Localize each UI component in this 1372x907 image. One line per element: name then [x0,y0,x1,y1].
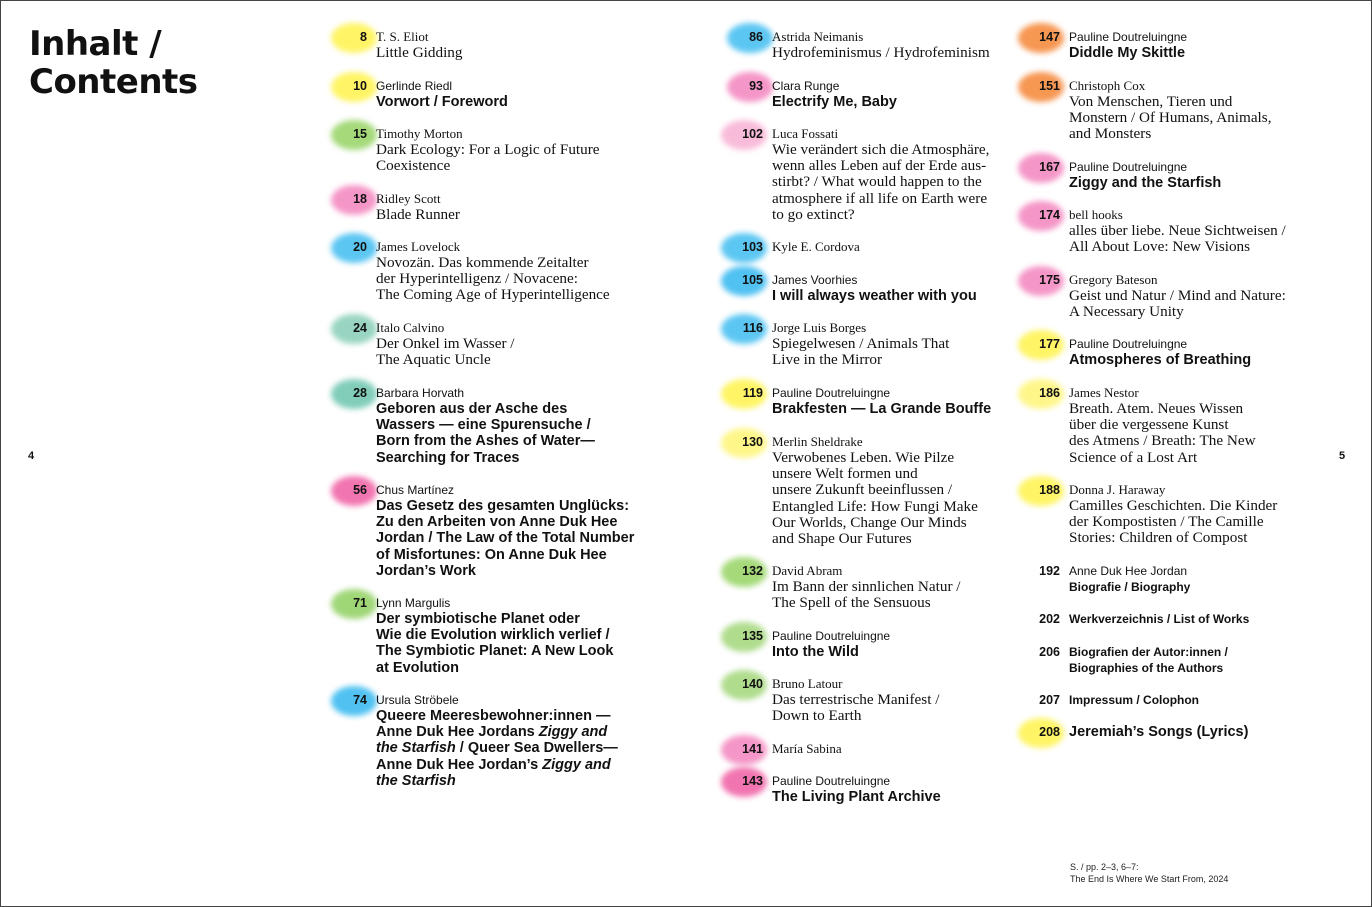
entry-page-number: 151 [1039,79,1060,93]
entry-author: James Nestor [1069,385,1139,400]
entry-text [376,320,646,368]
entry-author: James Voorhies [772,273,858,287]
entry-page-number: 102 [742,127,763,141]
entry-page-number: 116 [742,321,763,335]
entry-author: Lynn Margulis [376,596,451,610]
entry-page-number: 207 [1039,693,1060,707]
entry-title: Atmospheres of Breathing [1069,352,1252,368]
entry-text [376,595,646,676]
entry-author: Barbara Horvath [376,386,465,400]
entry-text [376,78,646,110]
page-title [29,25,198,101]
entry-page-number: 141 [742,742,763,756]
entry-title: Breath. Atem. Neues Wissen über die vergessene Kunst des Atmens / Breath: The New Science of a Lost Art [1069,400,1256,466]
entry-author: Gregory Bateson [1069,272,1158,287]
entry-text [1069,78,1339,143]
entry-title: Diddle My Skittle [1069,45,1186,61]
entry-title: Novozän. Das kommende Zeitalter der Hyperintelligenz / Novacene: The Coming Age of Hyperintelligence [376,254,610,304]
entry-text [772,126,1042,223]
entry-page-number: 24 [353,321,367,335]
entry-page-number: 192 [1039,564,1060,578]
entry-title: I will always weather with you [772,288,977,304]
entry-author: Ursula Ströbele [376,693,459,707]
entry-page-number: 119 [742,386,763,400]
entry-text [772,563,1042,611]
entry-title: Spiegelwesen / Animals That Live in the Mirror [772,335,950,369]
entry-author: bell hooks [1069,207,1123,222]
entry-title: Ziggy and the Starfish [1069,175,1222,191]
entry-author: Ridley Scott [376,191,441,206]
entry-title: Der Onkel im Wasser / The Aquatic Uncle [376,335,515,369]
entry-text [1069,644,1339,676]
entry-text [376,191,646,223]
entry-title: Brakfesten — La Grande Bouffe [772,401,992,417]
entry-author: Kyle E. Cordova [772,239,860,254]
entry-title: Biografie / Biography [1069,580,1191,594]
entry-text [1069,272,1339,320]
entry-page-number: 132 [742,564,763,578]
entry-page-number: 86 [749,30,763,44]
entry-title: Vorwort / Foreword [376,94,508,110]
entry-page-number: 103 [742,240,763,254]
entry-author: Pauline Doutreluingne [1069,30,1188,44]
entry-page-number: 135 [742,629,763,643]
entry-title: Electrify Me, Baby [772,94,897,110]
entry-text [772,272,1042,304]
entry-author: Christoph Cox [1069,78,1146,93]
entry-author: Anne Duk Hee Jordan [1069,564,1188,578]
entry-text [376,482,646,579]
entry-text [772,434,1042,547]
entry-author: T. S. Eliot [376,29,429,44]
page-number-left: 4 [28,450,35,462]
entry-text [772,741,1042,757]
entry-title: The Living Plant Archive [772,789,941,805]
entry-page-number: 167 [1039,160,1060,174]
entry-page-number: 140 [742,677,763,691]
entry-page-number: 147 [1039,30,1060,44]
entry-author: Chus Martínez [376,483,455,497]
entry-page-number: 143 [742,774,763,788]
entry-author: Bruno Latour [772,676,843,691]
page-title-line-en: Contents [29,62,198,102]
entry-text [1069,563,1339,595]
entry-text [376,29,646,61]
entry-page-number: 28 [353,386,367,400]
entry-page-number: 74 [353,693,367,707]
entry-text [1069,336,1339,368]
entry-title: Von Menschen, Tieren und Monstern / Of Humans, Animals, and Monsters [1069,93,1272,143]
entry-page-number: 206 [1039,645,1060,659]
entry-text [1069,207,1339,255]
entry-text [376,385,646,466]
entry-author: Gerlinde Riedl [376,79,453,93]
entry-title: Geboren aus der Asche des Wassers — eine Spurensuche / Born from the Ashes of Water— Searching for Traces [376,401,595,466]
entry-author: Pauline Doutreluingne [1069,337,1188,351]
entry-page-number: 20 [353,240,367,254]
entry-page-number: 71 [353,596,367,610]
entry-text [772,320,1042,368]
entry-text [1069,482,1339,547]
entry-page-number: 202 [1039,612,1060,626]
entry-page-number: 208 [1039,725,1060,739]
entry-title: Into the Wild [772,644,859,660]
entry-author: María Sabina [772,741,842,756]
entry-author: Clara Runge [772,79,840,93]
entry-title: Camilles Geschichten. Die Kinder der Kompostisten / The Camille Stories: Children of Compost [1069,497,1278,547]
entry-author: Pauline Doutreluingne [772,386,891,400]
entry-author: Timothy Morton [376,126,463,141]
entry-title: Hydrofeminismus / Hydrofeminism [772,44,990,61]
entry-text [376,239,646,304]
entry-title: Wie verändert sich die Atmosphäre, wenn alles Leben auf der Erde aus- stirbt? / What would happen to the atmosphere if all life on Earth were to go extinct? [772,141,990,223]
entry-author: Donna J. Haraway [1069,482,1166,497]
entry-title: Queere Meeresbewohner:innen — Anne Duk Hee Jordans Ziggy and the Starfish / Queer Sea Dwellers— Anne Duk Hee Jordan’s Ziggy and the Starfish [376,708,618,789]
image-credit [1070,861,1228,885]
entry-title: Werkverzeichnis / List of Works [1069,612,1250,626]
entry-title: Das Gesetz des gesamten Unglücks: Zu den Arbeiten von Anne Duk Hee Jordan / The Law of the Total Number of Misfortunes: On Anne Duk Hee Jordan’s Work [376,498,635,579]
entry-author: Jorge Luis Borges [772,320,867,335]
entry-title: Impressum / Colophon [1069,693,1200,707]
entry-title: Verwobenes Leben. Wie Pilze unsere Welt formen und unsere Zukunft beeinflussen / Entangled Life: How Fungi Make Our Worlds, Change Our Minds and Shape Our Futures [772,449,978,548]
entry-text [772,628,1042,660]
entry-title: Biografien der Autor:innen / Biographies of the Authors [1069,645,1228,675]
entry-text [376,692,646,789]
entry-page-number: 130 [742,435,763,449]
entry-page-number: 174 [1039,208,1060,222]
entry-page-number: 56 [353,483,367,497]
credit-line-pages: S. / pp. 2–3, 6–7: [1070,862,1139,872]
entry-text [1069,724,1339,740]
entry-text [1069,692,1339,708]
entry-author: Astrida Neimanis [772,29,864,44]
entry-author: James Lovelock [376,239,461,254]
entry-author: Luca Fossati [772,126,839,141]
entry-page-number: 15 [353,127,367,141]
entry-page-number: 177 [1039,337,1060,351]
entry-title: Der symbiotische Planet oder Wie die Evolution wirklich verlief / The Symbiotic Planet: A New Look at Evolution [376,611,614,676]
entry-page-number: 8 [360,30,367,44]
entry-text [772,239,1042,255]
entry-title: Das terrestrische Manifest / Down to Earth [772,691,940,725]
entry-author: Pauline Doutreluingne [772,774,891,788]
entry-page-number: 186 [1039,386,1060,400]
entry-title: Geist und Natur / Mind and Nature: A Necessary Unity [1069,287,1286,321]
entry-text [1069,159,1339,191]
entry-text [1069,385,1339,466]
entry-title: alles über liebe. Neue Sichtweisen / All About Love: New Visions [1069,222,1286,256]
entry-title: Jeremiah’s Songs (Lyrics) [1069,724,1249,740]
entry-page-number: 18 [353,192,367,206]
entry-title: Dark Ecology: For a Logic of Future Coexistence [376,141,600,175]
entry-page-number: 175 [1039,273,1060,287]
entry-text [1069,611,1339,627]
page-title-line-de: Inhalt / [29,24,162,64]
entry-text [772,29,1042,61]
entry-text [772,385,1042,417]
page-number-right: 5 [1339,450,1346,462]
entry-text [772,78,1042,110]
entry-page-number: 188 [1039,483,1060,497]
entry-author: Pauline Doutreluingne [772,629,891,643]
entry-title: Blade Runner [376,206,460,223]
entry-title: Little Gidding [376,44,463,61]
entry-text [772,676,1042,724]
entry-text [1069,29,1339,61]
entry-page-number: 93 [749,79,763,93]
entry-title: Im Bann der sinnlichen Natur / The Spell of the Sensuous [772,578,961,612]
entry-page-number: 10 [353,79,367,93]
credit-line-work: The End Is Where We Start From, 2024 [1070,874,1229,884]
entry-text [376,126,646,174]
entry-author: David Abram [772,563,843,578]
entry-author: Pauline Doutreluingne [1069,160,1188,174]
entry-author: Italo Calvino [376,320,445,335]
entry-text [772,773,1042,805]
entry-author: Merlin Sheldrake [772,434,863,449]
entry-page-number: 105 [742,273,763,287]
